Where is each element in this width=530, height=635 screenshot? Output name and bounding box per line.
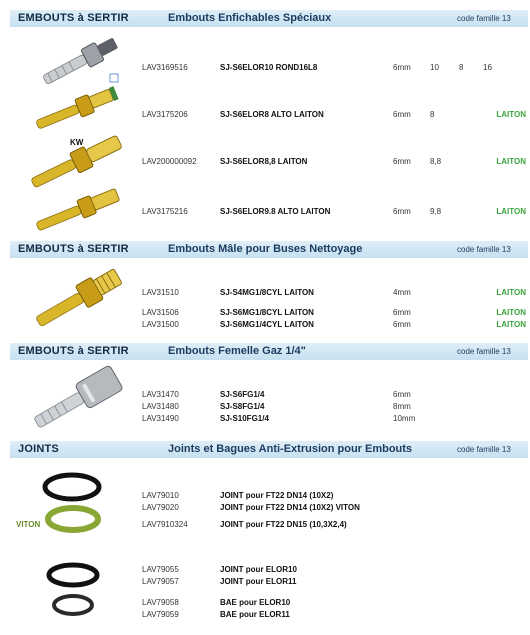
product-ref: LAV3175206	[142, 110, 188, 119]
product-size: 6mm	[393, 320, 411, 329]
product-designation: SJ-S6ELOR8 ALTO LAITON	[220, 110, 324, 119]
product-designation: SJ-S6FG1/4	[220, 390, 265, 399]
table-row	[0, 390, 530, 402]
product-designation: SJ-S6ELOR9.8 ALTO LAITON	[220, 207, 331, 216]
fitting-elor10-image	[36, 36, 126, 86]
product-designation: JOINT pour FT22 DN15 (10,3X2,4)	[220, 520, 347, 529]
product-designation: SJ-S8FG1/4	[220, 402, 265, 411]
section-title: EMBOUTS à SERTIR	[18, 243, 129, 255]
product-size: 4mm	[393, 288, 411, 297]
product-ref: LAV3175216	[142, 207, 188, 216]
spec-2: 8	[459, 63, 464, 72]
product-ref: LAV31506	[142, 308, 179, 317]
product-ref: LAV7910324	[142, 520, 188, 529]
table-row	[0, 503, 530, 515]
product-ref: LAV79055	[142, 565, 179, 574]
product-designation: JOINT pour ELOR10	[220, 565, 297, 574]
table-row	[0, 577, 530, 589]
section-title: EMBOUTS à SERTIR	[18, 12, 129, 24]
product-designation: SJ-S6ELOR8,8 LAITON	[220, 157, 308, 166]
product-size: 6mm	[393, 63, 411, 72]
viton-label: VITON	[16, 520, 41, 529]
table-row	[0, 110, 530, 122]
product-ref: LAV79020	[142, 503, 179, 512]
fitting-elor8-alto-image	[30, 86, 126, 130]
section-header-4	[10, 441, 528, 458]
section-header-2	[10, 241, 528, 258]
product-ref: LAV31500	[142, 320, 179, 329]
product-ref: LAV79057	[142, 577, 179, 586]
product-designation: BAE pour ELOR11	[220, 610, 290, 619]
table-row	[0, 288, 530, 300]
product-ref: LAV31480	[142, 402, 179, 411]
product-size: 6mm	[393, 207, 411, 216]
section-subtitle: Joints et Bagues Anti-Extrusion pour Embouts	[168, 443, 413, 455]
product-ref: LAV3169516	[142, 63, 188, 72]
product-ref: LAV31470	[142, 390, 179, 399]
table-row	[0, 207, 530, 219]
table-row	[0, 598, 530, 610]
section-subtitle: Embouts Enfichables Spéciaux	[168, 12, 332, 24]
table-row	[0, 414, 530, 426]
product-ref: LAV79010	[142, 491, 179, 500]
material-label: LAITON	[496, 110, 526, 119]
product-designation: JOINT pour ELOR11	[220, 577, 297, 586]
section-subtitle: Embouts Mâle pour Buses Nettoyage	[168, 243, 363, 255]
product-designation: BAE pour ELOR10	[220, 598, 291, 607]
family-code: code famille 13	[457, 245, 511, 254]
product-ref: LAV79059	[142, 610, 179, 619]
table-row	[0, 402, 530, 414]
table-row	[0, 491, 530, 503]
spec-1: 8,8	[430, 157, 442, 166]
product-size: 6mm	[393, 110, 411, 119]
spec-1: 10	[430, 63, 439, 72]
product-designation: SJ-S6MG1/8CYL LAITON	[220, 308, 314, 317]
table-row	[0, 610, 530, 622]
table-row	[0, 308, 530, 320]
spec-1: 8	[430, 110, 435, 119]
product-size: 10mm	[393, 414, 416, 423]
product-designation: SJ-S6MG1/4CYL LAITON	[220, 320, 314, 329]
section-title: JOINTS	[18, 443, 59, 455]
spec-3: 16	[483, 63, 492, 72]
table-row	[0, 320, 530, 332]
product-ref: LAV31490	[142, 414, 179, 423]
material-label: LAITON	[496, 308, 526, 317]
section-subtitle: Embouts Femelle Gaz 1/4"	[168, 345, 306, 357]
section-header-3	[10, 343, 528, 360]
material-label: LAITON	[496, 320, 526, 329]
table-row	[0, 63, 530, 75]
product-size: 6mm	[393, 390, 411, 399]
product-designation: SJ-S10FG1/4	[220, 414, 269, 423]
family-code: code famille 13	[457, 347, 511, 356]
section-header-1	[10, 10, 528, 27]
product-size: 8mm	[393, 402, 411, 411]
product-ref: LAV31510	[142, 288, 179, 297]
material-label: LAITON	[496, 207, 526, 216]
table-row	[0, 565, 530, 577]
product-ref: LAV79058	[142, 598, 179, 607]
product-designation: JOINT pour FT22 DN14 (10X2) VITON	[220, 503, 360, 512]
spec-1: 9,8	[430, 207, 442, 216]
product-designation: SJ-S4MG1/8CYL LAITON	[220, 288, 314, 297]
table-row	[0, 157, 530, 169]
family-code: code famille 13	[457, 445, 511, 454]
kw-label: KW	[70, 138, 84, 147]
product-size: 6mm	[393, 157, 411, 166]
section-title: EMBOUTS à SERTIR	[18, 345, 129, 357]
product-ref: LAV200000092	[142, 157, 197, 166]
product-designation: JOINT pour FT22 DN14 (10X2)	[220, 491, 334, 500]
material-label: LAITON	[496, 288, 526, 297]
family-code: code famille 13	[457, 14, 511, 23]
product-designation: SJ-S6ELOR10 ROND16L8	[220, 63, 318, 72]
table-row	[0, 520, 530, 532]
material-label: LAITON	[496, 157, 526, 166]
product-size: 6mm	[393, 308, 411, 317]
